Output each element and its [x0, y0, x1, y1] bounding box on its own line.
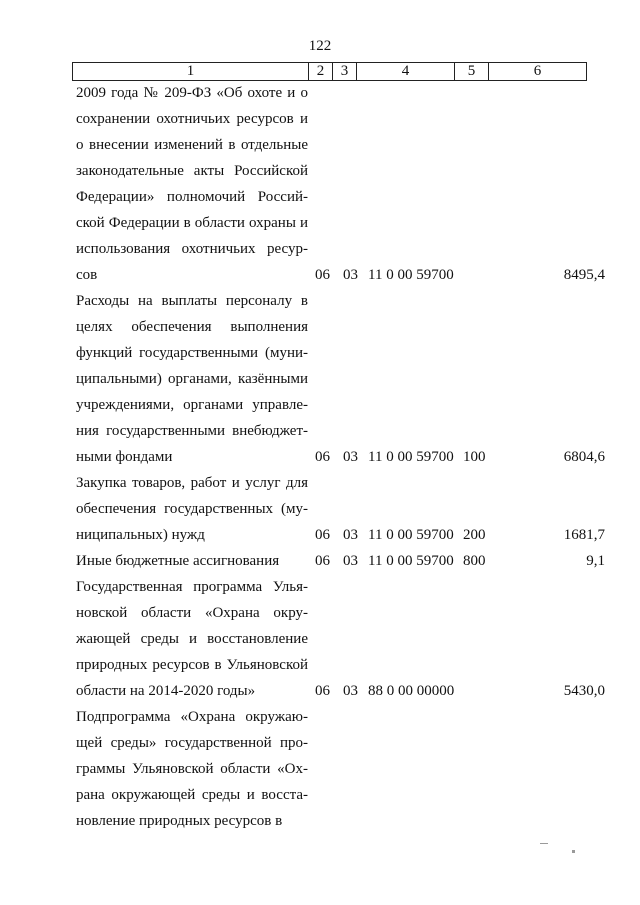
cell-c2: 06 [315, 683, 330, 699]
row-description [76, 548, 308, 574]
header-col-5: 5 [455, 63, 489, 81]
description-line: использования охотничьих ресур- [76, 241, 308, 257]
description-line: ской Федерации в области охраны и [76, 215, 308, 231]
cell-c2: 06 [315, 527, 330, 543]
row-description [76, 80, 308, 288]
description-line: Государственная программа Улья- [76, 579, 308, 595]
description-line: Закупка товаров, работ и услуг для [76, 475, 308, 491]
cell-c6: 6804,6 [563, 449, 605, 465]
column-header-row [73, 63, 587, 81]
row-description [76, 288, 308, 470]
description-line: щей среды» государственной про- [76, 735, 308, 751]
cell-c4: 11 0 00 59700 [368, 527, 454, 543]
cell-c3: 03 [343, 267, 358, 283]
description-line: граммы Ульяновской области «Ох- [76, 761, 308, 777]
cell-c6: 8495,4 [563, 267, 605, 283]
description-line: ными фондами [76, 449, 173, 465]
cell-c5: 200 [463, 527, 486, 543]
description-line: сов [76, 267, 98, 283]
cell-c2: 06 [315, 267, 330, 283]
header-col-2: 2 [309, 63, 333, 81]
cell-c2: 06 [315, 449, 330, 465]
cell-c6: 9,1 [586, 553, 605, 569]
cell-c3: 03 [343, 683, 358, 699]
description-line: ния государственными внебюджет- [76, 423, 308, 439]
row-description [76, 470, 308, 548]
page-number: 122 [308, 38, 332, 54]
cell-c6: 5430,0 [563, 683, 605, 699]
cell-c2: 06 [315, 553, 330, 569]
description-line: о внесении изменений в отдельные [76, 137, 308, 153]
description-line: функций государственными (муни- [76, 345, 308, 361]
cell-c4: 11 0 00 59700 [368, 449, 454, 465]
description-line: ниципальных) нужд [76, 527, 205, 543]
description-line: новской области «Охрана окру- [76, 605, 308, 621]
description-line: природных ресурсов в Ульяновской [76, 657, 308, 673]
description-line: области на 2014-2020 годы» [76, 683, 256, 699]
scan-artifact [572, 850, 575, 853]
column-header-table [72, 62, 587, 81]
row-description [76, 574, 308, 704]
description-line: новление природных ресурсов в [76, 813, 283, 829]
description-line: обеспечения государственных (му- [76, 501, 308, 517]
description-line: жающей среды и восстановление [76, 631, 308, 647]
cell-c3: 03 [343, 553, 358, 569]
description-line: законодательные акты Российской [76, 163, 308, 179]
header-col-4: 4 [357, 63, 455, 81]
description-line: рана окружающей среды и восста- [76, 787, 308, 803]
cell-c4: 11 0 00 59700 [368, 553, 454, 569]
header-col-3: 3 [333, 63, 357, 81]
header-col-1: 1 [73, 63, 309, 81]
scan-artifact [540, 843, 548, 844]
description-line: целях обеспечения выполнения [76, 319, 308, 335]
cell-c3: 03 [343, 527, 358, 543]
description-line: Расходы на выплаты персоналу в [76, 293, 308, 309]
row-description [76, 704, 308, 834]
description-line: сохранении охотничьих ресурсов и [76, 111, 308, 127]
cell-c4: 88 0 00 00000 [368, 683, 455, 699]
cell-c4: 11 0 00 59700 [368, 267, 454, 283]
description-line: 2009 года № 209-ФЗ «Об охоте и о [76, 85, 308, 101]
description-line: учреждениями, органами управле- [76, 397, 308, 413]
cell-c3: 03 [343, 449, 358, 465]
cell-c6: 1681,7 [563, 527, 605, 543]
description-line: ципальными) органами, казёнными [76, 371, 308, 387]
cell-c5: 800 [463, 553, 486, 569]
header-col-6: 6 [489, 63, 587, 81]
description-line: Подпрограмма «Охрана окружаю- [76, 709, 308, 725]
description-line: Иные бюджетные ассигнования [76, 553, 280, 569]
cell-c5: 100 [463, 449, 486, 465]
description-line: Федерации» полномочий Россий- [76, 189, 308, 205]
